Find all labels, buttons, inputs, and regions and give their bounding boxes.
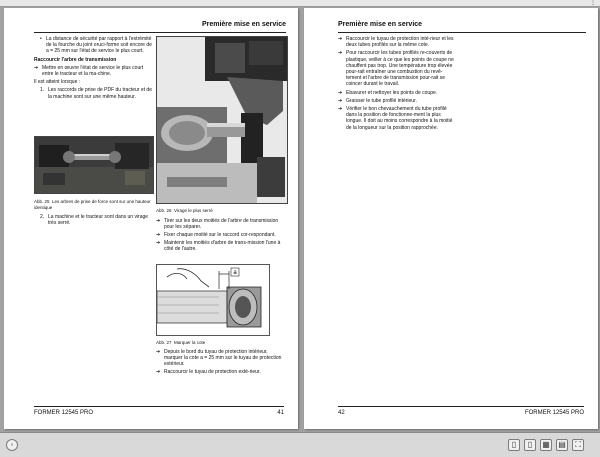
left-column-lower [34, 197, 152, 228]
list-item: ➔ Tirer sur les deux moitiés de l'arbre de transmission pour les séparer. [156, 217, 279, 230]
left-column [338, 36, 456, 133]
figure-mark-dimension [156, 264, 270, 336]
list-item: ➔ Mettre en œuvre l'état de service le plus court entre le tracteur et la ma-chine. [34, 64, 144, 78]
viewer-statusbar [0, 432, 600, 457]
page-footer [34, 406, 284, 419]
arrow-bullet-icon: ➔ [338, 97, 343, 104]
list-item: 2. La machine et le tracteur sont dans un virage très serré. [40, 214, 149, 227]
arrow-bullet-icon: ➔ [338, 89, 343, 96]
fullscreen-icon[interactable]: ⛶ [572, 439, 584, 451]
left-column [34, 36, 152, 102]
list-item: ➔ Vérifier le bon chevauchement du tube profilé dans la position de fonctionne-ment la plus longue. Il doit au moins correspondre à la moitié de la longueur sur la position rapprochée. [338, 106, 453, 131]
dimension-label: a [233, 270, 237, 276]
page-number: 42 [338, 410, 345, 416]
page-header: Première mise en service [34, 18, 286, 33]
footer-model: FORMER 12545 PRO [34, 410, 94, 416]
right-column-lower [156, 338, 286, 377]
single-page-view-icon[interactable]: ▯ [508, 439, 520, 451]
page-42 [304, 8, 598, 429]
arrow-bullet-icon: ➔ [156, 369, 161, 376]
arrow-bullet-icon: ➔ [156, 231, 161, 238]
page-footer [338, 406, 584, 419]
list-item: 1. Les raccords de prise de PDF du tracteur et de la machine sont sur une même hauteur. [40, 87, 152, 100]
list-item: ➔ Pour raccourcir les tubes profilés re-couverts de plastique, veiller à ce que les points de coupe ne chauffent pas trop. Une température trop élevée pour-rait entraîner une combustion du revê-tement et l'arbre de transmission pour-rait se coincer durant le travail. [338, 50, 454, 88]
list-item: ➔ Depuis le bord du tuyau de protection intérieur, marquer la cote a = 25 mm sur le tuyau de protection extérieur. [156, 348, 282, 367]
grid-view-icon[interactable]: ▦ [540, 439, 552, 451]
page-header: Première mise en service [338, 18, 586, 33]
figure-caption: Abb. 27 Marquer la cote [156, 340, 206, 345]
thumbnail-view-icon[interactable]: ▤ [556, 439, 568, 451]
figure-caption: Abb. 25 Les arbres de prise de force sont sur une hauteur identique [34, 199, 151, 210]
arrow-bullet-icon: ➔ [156, 240, 161, 247]
figure-pto-shafts-drawing [35, 137, 153, 193]
list-item: ➔ Maintenir les moitiés d'arbre de trans-mission l'une à côté de l'autre. [156, 240, 281, 253]
list-item: ➔ Fixer chaque moitié sur le raccord cor-respondant. [156, 231, 276, 238]
page-41 [4, 8, 298, 429]
page-number: 41 [277, 410, 284, 416]
arrow-bullet-icon: ➔ [338, 50, 343, 57]
figure-pto-shafts [34, 136, 154, 194]
arrow-bullet-icon: ➔ [338, 106, 343, 113]
list-item: ➔ Raccourcir le tuyau de protection exté-rieur. [156, 369, 261, 376]
figure-mark-dimension-drawing [157, 265, 269, 335]
footer-model: FORMER 12545 PRO [524, 410, 584, 416]
arrow-bullet-icon: ➔ [156, 217, 161, 224]
condition-intro: Il est atteint lorsque : [34, 79, 81, 86]
zoom-icon[interactable]: ◦ [6, 439, 18, 451]
menu-dots-icon[interactable]: ⋮ [590, 0, 596, 6]
viewer-toolbar [0, 0, 600, 7]
list-item: ➔ Graisser le tube profilé intérieur. [338, 97, 417, 104]
arrow-bullet-icon: ➔ [34, 64, 39, 71]
arrow-bullet-icon: ➔ [156, 348, 161, 355]
bullet-dot-icon: • [40, 36, 42, 42]
list-item: • La distance de sécurité par rapport à l'extrémité de la fourche du joint oruci-forme soit encore de a = 25 mm sur l'état de service le plus court. [40, 36, 152, 55]
section-subheading: Raccourcir l'arbre de transmission [34, 56, 117, 63]
list-item: ➔ Raccourcir le tuyau de protection inté-rieur et les deux tubes profilés sur la même cote. [338, 36, 454, 49]
list-item: ➔ Ebavurer et nettoyer les points de coupe. [338, 89, 438, 96]
arrow-bullet-icon: ➔ [338, 36, 343, 42]
figure-tightest-turn [156, 36, 288, 204]
right-column [156, 206, 286, 255]
figure-tightest-turn-drawing [157, 37, 287, 203]
figure-caption: Abb. 26 Virage le plus serré [156, 208, 213, 213]
two-page-view-icon[interactable]: ▯ [524, 439, 536, 451]
